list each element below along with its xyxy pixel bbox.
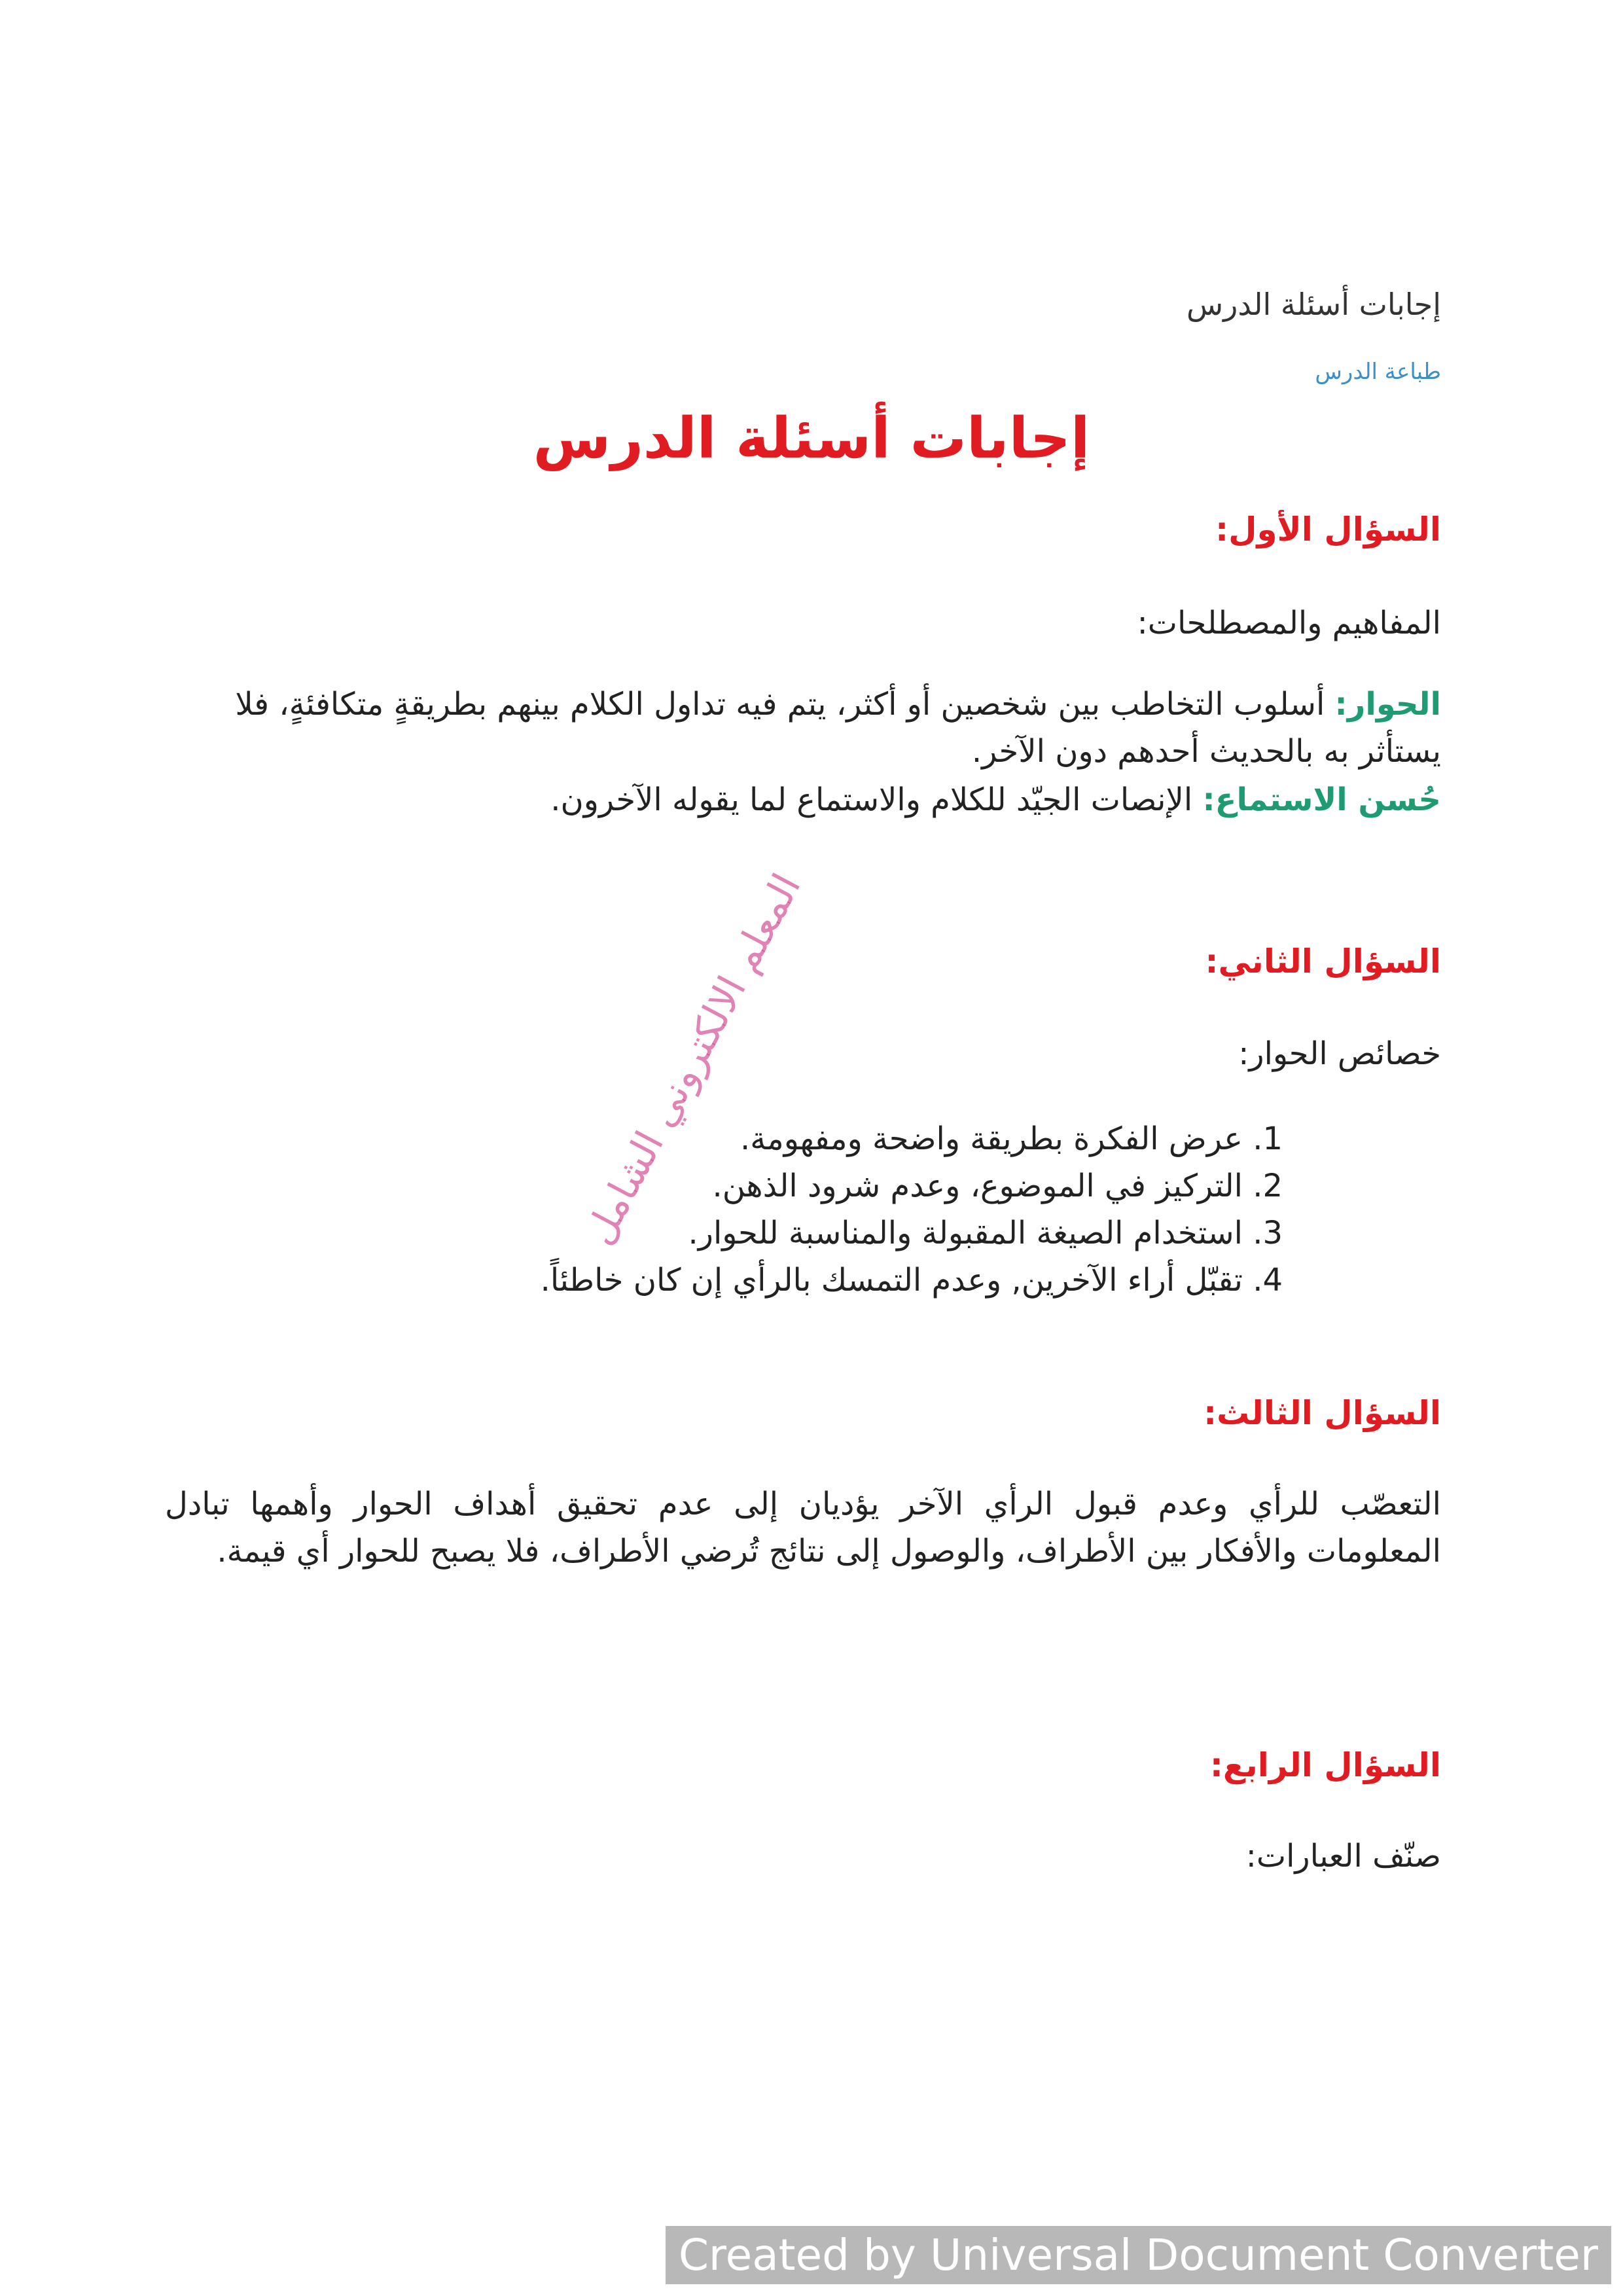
definition-term: الحوار: (1334, 686, 1441, 723)
definition-term: حُسن الاستماع: (1202, 781, 1441, 818)
question-1-heading: السؤال الأول: (1215, 511, 1441, 548)
definition-good-listening (158, 776, 1441, 823)
list-item: 3. استخدام الصيغة المقبولة والمناسبة للحوار. (688, 1215, 1283, 1251)
print-lesson-link[interactable]: طباعة الدرس (1315, 359, 1441, 385)
definition-text: أسلوب التخاطب بين شخصين أو أكثر، يتم فيه تداول الكلام بينهم بطريقةٍ متكافئةٍ، فلا يستأثر به بالحديث أحدهم دون الآخر. (235, 686, 1441, 770)
question-4-heading: السؤال الرابع: (1209, 1746, 1441, 1784)
definition-text: الإنصات الجيّد للكلام والاستماع لما يقوله الآخرون. (550, 781, 1203, 818)
list-item: 2. التركيز في الموضوع، وعدم شرود الذهن. (712, 1168, 1283, 1204)
list-item: 1. عرض الفكرة بطريقة واضحة ومفهومة. (740, 1121, 1283, 1157)
main-title: إجابات أسئلة الدرس (533, 406, 1090, 471)
question-2-subheading: خصائص الحوار: (1238, 1035, 1441, 1072)
question-2-heading: السؤال الثاني: (1205, 942, 1441, 980)
page-header-title: إجابات أسئلة الدرس (1186, 287, 1441, 322)
converter-footer-banner: Created by Universal Document Converter (666, 2226, 1611, 2284)
watermark: المعلم الالكتروني الشامل (576, 866, 810, 1252)
question-1-subheading: المفاهيم والمصطلحات: (1137, 605, 1441, 641)
question-3-heading: السؤال الثالث: (1204, 1394, 1441, 1432)
definition-dialogue (198, 681, 1441, 775)
list-item: 4. تقبّل أراء الآخرين, وعدم التمسك بالرأي إن كان خاطئاً. (540, 1262, 1283, 1299)
question-4-subheading: صنّف العبارات: (1245, 1838, 1441, 1874)
question-3-answer: التعصّب للرأي وعدم قبول الرأي الآخر يؤديان إلى عدم تحقيق أهداف الحوار وأهمها تبادل المعلومات والأفكار بين الأطراف، والوصول إلى نتائج تُرضي الأطراف، فلا يصبح للحوار أي قيمة. (165, 1486, 1441, 1570)
